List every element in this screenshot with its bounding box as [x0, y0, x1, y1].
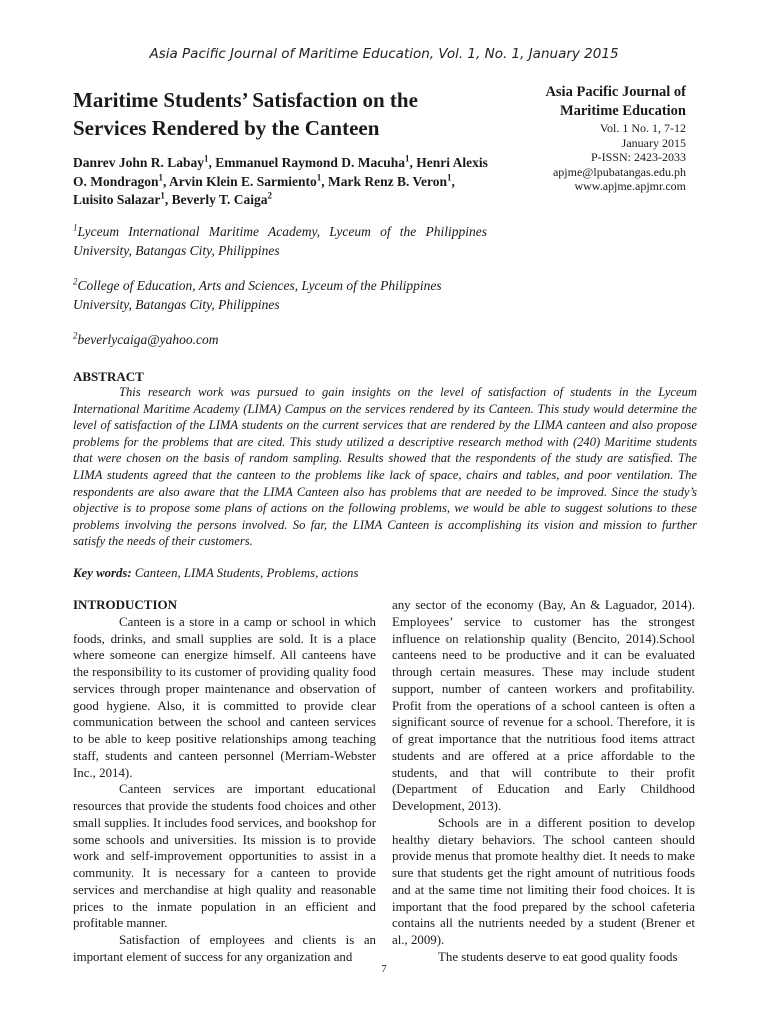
left-column — [73, 597, 376, 966]
author-affiliation-mark: 2 — [267, 190, 273, 201]
author-name: Beverly T. Caiga — [171, 192, 268, 207]
running-header: Asia Pacific Journal of Maritime Education, Vol. 1, No. 1, January 2015 — [149, 46, 619, 62]
email-text: beverlycaiga@yahoo.com — [77, 332, 219, 347]
introduction-heading: INTRODUCTION — [73, 597, 178, 612]
paper-title: Maritime Students’ Satisfaction on the Services Rendered by the Canteen — [73, 88, 418, 140]
author-name: Luisito Salazar — [73, 192, 161, 207]
body-paragraph: Canteen is a store in a camp or school in which foods, drinks, and small supplies are sold. It is a place where someone can energize himself. All canteens have the responsibility to its customer of providing quality food services through proper maintenance and observation of good hygiene. Also, it is committed to provide clear communication between the school and canteen services to be able to keep positive relationships among teaching staff, students and canteen personnel (Merriam-Webster Inc., 2014). — [73, 614, 376, 780]
keywords-label: Key words: — [73, 566, 132, 580]
journal-name: Asia Pacific Journal of Maritime Education — [545, 84, 686, 119]
author-separator: , — [164, 192, 172, 207]
right-column — [392, 597, 695, 966]
author-name: Henri Alexis O. Mondragon — [73, 155, 488, 189]
affiliation-text: College of Education, Arts and Sciences, Lyceum of the Philippines University, Batangas City, Philippines — [73, 278, 442, 312]
journal-issn: P-ISSN: 2423-2033 — [590, 150, 686, 164]
keywords — [73, 566, 358, 581]
body-paragraph: The students deserve to eat good quality foods — [438, 949, 678, 964]
body-paragraph: Satisfaction of employees and clients is an important element of success for any organization and — [73, 933, 376, 964]
journal-date: January 2015 — [621, 135, 686, 150]
abstract-heading: ABSTRACT — [73, 369, 144, 384]
author-affiliation-mark: 1 — [405, 153, 410, 164]
journal-email: apjme@lpubatangas.edu.ph — [552, 164, 686, 179]
body-paragraph: Schools are in a different position to develop healthy dietary behaviors. The school canteen should provide menus that promote healthy diet. It needs to make sure that students get the right amount of nutritious foods and at the same time not limiting their food choices. It is important that the food prepared by the school cafeteria contains all the nutrients needed by a student (Brener et al., 2009). — [392, 815, 695, 947]
author-separator: , — [409, 155, 417, 170]
journal-volume: Vol. 1 No. 1, 7-12 — [599, 121, 686, 135]
affiliation-mark: 2 — [73, 276, 78, 287]
author-affiliation-mark: 1 — [158, 172, 164, 182]
affiliation-text: Lyceum International Maritime Academy, Lyceum of the Philippines University, Batangas City, Philippines — [73, 224, 487, 258]
author-name: Mark Renz B. Veron — [328, 173, 448, 189]
author-separator: , — [321, 173, 329, 189]
corresponding-email — [73, 331, 487, 350]
affiliation-2 — [73, 277, 487, 314]
page-number: 7 — [381, 963, 387, 975]
keywords-text: Canteen, LIMA Students, Problems, actions — [134, 566, 359, 580]
journal-website: www.apjme.apjmr.com — [574, 179, 686, 193]
author-name: Emmanuel Raymond D. Macuha — [215, 155, 406, 170]
author-list — [73, 154, 493, 210]
author-separator: , — [208, 155, 216, 170]
author-name: Arvin Klein E. Sarmiento — [169, 173, 317, 189]
affiliation-mark: 1 — [73, 222, 78, 233]
author-separator: , — [451, 173, 455, 189]
author-affiliation-mark: 1 — [447, 172, 452, 182]
author-name: Danrev John R. Labay — [73, 155, 205, 170]
author-affiliation-mark: 1 — [316, 172, 322, 182]
journal-info — [490, 83, 686, 194]
abstract-text: This research work was pursued to gain insights on the level of satisfaction of students in the Lyceum International Maritime Academy (LIMA) Campus on the services rendered by its Canteen. This study would determine the level of satisfaction of the LIMA students on the current services that are rendered by the LIMA canteen and also propose problems for the problems that are cited. This study utilized a descriptive research method with (240) Maritime students that were chosen on the basis of random sampling. Results showed that the respondents of the study are satisfied. The LIMA students agreed that the canteen to the problems like lack of space, chairs and tables, and poor ventilation. The respondents are also aware that the LIMA Canteen also has problems that are needed to be improved. Since the study’s objective is to propose some plans of actions on the following problems, we would be able to suggest solutions to these problems involving the persons involved. So far, the LIMA Canteen is accomplishing its vision and mission to further satisfy the needs of their customers. — [73, 385, 697, 549]
affiliation-mark: 2 — [73, 330, 78, 341]
body-paragraph: Canteen services are important educational resources that provide the students food choices and other small supplies. It includes food services, and bookshop for some schools and universities. Its mission is to provide work and self-improvement opportunities to assist in a community. It is necessary for a canteen to provide services and merchandise at high quality and reasonable prices to the inmate population in an efficient and profitable manner. — [73, 782, 376, 931]
affiliation-1 — [73, 223, 487, 260]
body-paragraph: any sector of the economy (Bay, An & Laguador, 2014). Employees’ service to customer has the strongest influence on relationship quality (Bencito, 2014).School canteens need to be productive and it can be evaluated through certain measures. These may include student support, number of canteen workers and profitability. Profit from the operations of a school canteen is often a significant source of revenue for a school. Therefore, it is of great importance that the nutritious food items attract students and are offered at a price affordable to the students, and that will contribute to their profit (Department of Education and Early Childhood Development, 2013). — [392, 598, 695, 813]
author-affiliation-mark: 1 — [160, 190, 165, 201]
author-affiliation-mark: 1 — [204, 153, 209, 164]
author-separator: , — [163, 173, 170, 189]
